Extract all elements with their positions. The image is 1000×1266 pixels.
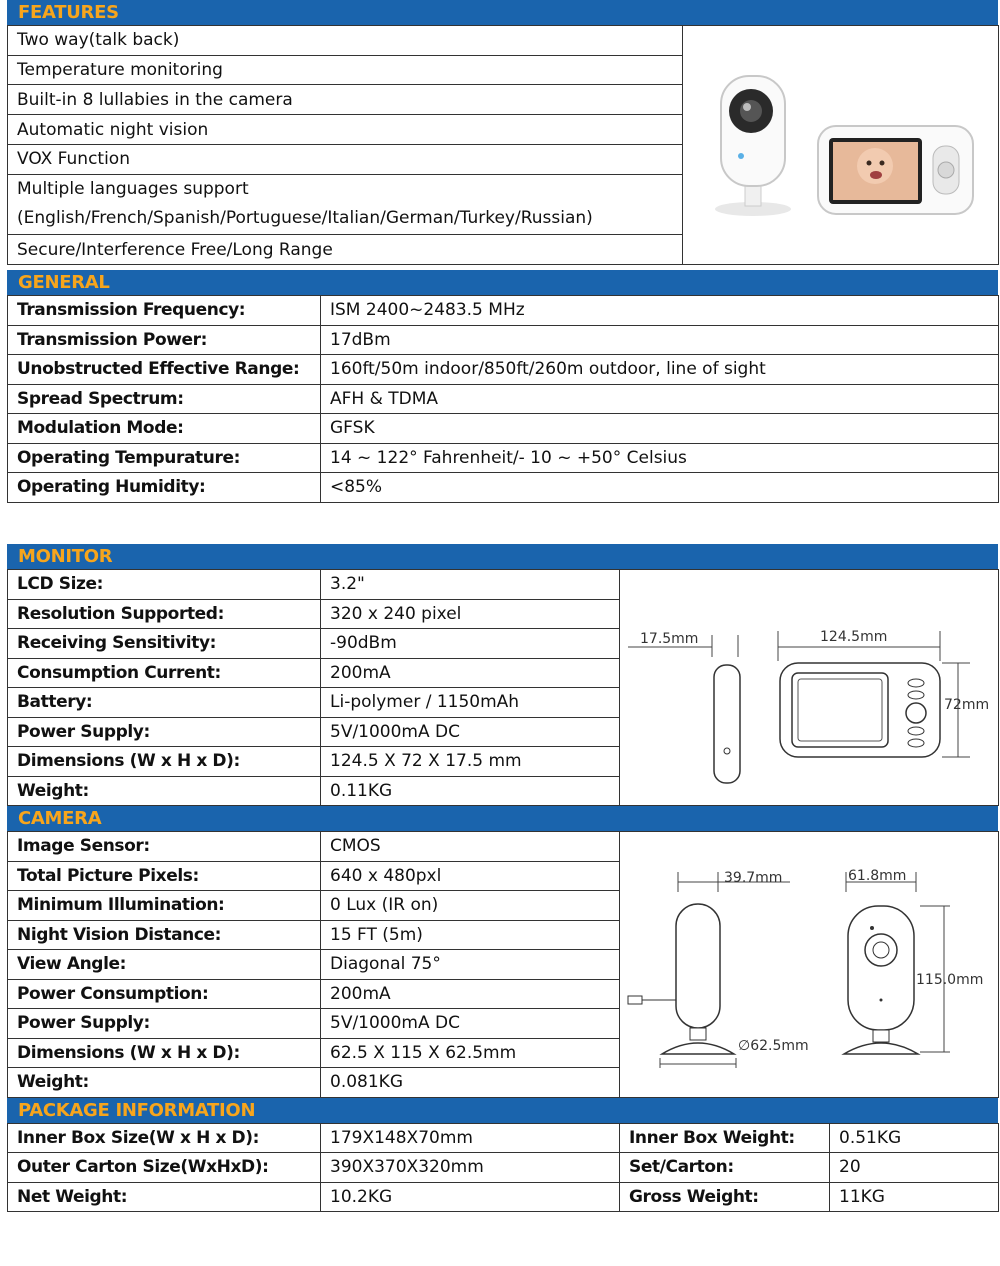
- features-header: FEATURES: [7, 0, 998, 25]
- spec-label: Minimum Illumination:: [8, 891, 321, 921]
- package-value: 0.51KG: [830, 1123, 999, 1153]
- spec-value: <85%: [321, 473, 999, 503]
- feature-item: VOX Function: [8, 144, 683, 174]
- feature-item: Secure/Interference Free/Long Range: [8, 235, 683, 265]
- spec-value: 200mA: [321, 658, 620, 688]
- feature-languages-title: Multiple languages support: [17, 179, 249, 200]
- package-value: 20: [830, 1153, 999, 1183]
- features-section: [7, 0, 998, 265]
- general-header: GENERAL: [7, 270, 998, 295]
- spec-label: Power Consumption:: [8, 979, 321, 1009]
- monitor-table: [7, 569, 999, 806]
- spec-label: Night Vision Distance:: [8, 920, 321, 950]
- spec-label: Consumption Current:: [8, 658, 321, 688]
- package-value: 11KG: [830, 1182, 999, 1212]
- spec-label: Transmission Frequency:: [8, 296, 321, 326]
- baby-monitor-product-icon: [683, 26, 999, 264]
- package-label: Set/Carton:: [620, 1153, 830, 1183]
- spec-value: ISM 2400~2483.5 MHz: [321, 296, 999, 326]
- spec-value: 5V/1000mA DC: [321, 717, 620, 747]
- package-label: Gross Weight:: [620, 1182, 830, 1212]
- spec-label: Modulation Mode:: [8, 414, 321, 444]
- spec-value: Li-polymer / 1150mAh: [321, 688, 620, 718]
- product-photo: [683, 26, 999, 265]
- feature-languages-list: (English/French/Spanish/Portuguese/Italian/German/Turkey/Russian): [17, 208, 593, 229]
- spec-value: Diagonal 75°: [321, 950, 620, 980]
- monitor-depth-label: 17.5mm: [640, 630, 699, 647]
- spec-value: 14 ~ 122° Fahrenheit/- 10 ~ +50° Celsius: [321, 443, 999, 473]
- spec-label: Image Sensor:: [8, 832, 321, 862]
- package-label: Outer Carton Size(WxHxD):: [8, 1153, 321, 1183]
- package-label: Net Weight:: [8, 1182, 321, 1212]
- spec-label: Operating Tempurature:: [8, 443, 321, 473]
- spec-label: Resolution Supported:: [8, 599, 321, 629]
- spec-value: GFSK: [321, 414, 999, 444]
- spec-value: 17dBm: [321, 325, 999, 355]
- camera-table: [7, 831, 999, 1098]
- spec-label: Battery:: [8, 688, 321, 718]
- spec-value: 160ft/50m indoor/850ft/260m outdoor, line of sight: [321, 355, 999, 385]
- spec-label: Weight:: [8, 1068, 321, 1098]
- camera-width-label: 61.8mm: [848, 868, 907, 885]
- spec-label: Power Supply:: [8, 717, 321, 747]
- spec-value: AFH & TDMA: [321, 384, 999, 414]
- spec-value: 62.5 X 115 X 62.5mm: [321, 1038, 620, 1068]
- monitor-dimensions-icon: [620, 571, 998, 805]
- package-label: Inner Box Weight:: [620, 1123, 830, 1153]
- spec-value: 640 x 480pxl: [321, 861, 620, 891]
- spec-label: LCD Size:: [8, 570, 321, 600]
- spec-label: Operating Humidity:: [8, 473, 321, 503]
- spec-value: 320 x 240 pixel: [321, 599, 620, 629]
- spec-value: 5V/1000mA DC: [321, 1009, 620, 1039]
- feature-item: Built-in 8 lullabies in the camera: [8, 85, 683, 115]
- package-header: PACKAGE INFORMATION: [7, 1098, 998, 1123]
- spec-label: Unobstructed Effective Range:: [8, 355, 321, 385]
- package-value: 10.2KG: [321, 1182, 620, 1212]
- spec-value: 3.2": [321, 570, 620, 600]
- spec-value: 0.11KG: [321, 776, 620, 806]
- spec-label: Total Picture Pixels:: [8, 861, 321, 891]
- general-section: [7, 270, 998, 503]
- spec-value: 15 FT (5m): [321, 920, 620, 950]
- camera-dimension-diagram: [620, 832, 999, 1098]
- general-table: [7, 295, 999, 503]
- monitor-height-label: 72mm: [944, 696, 990, 713]
- spec-label: Weight:: [8, 776, 321, 806]
- camera-height-label: 115.0mm: [916, 972, 984, 989]
- camera-header: CAMERA: [7, 806, 998, 831]
- monitor-section: [7, 544, 998, 1212]
- feature-item-languages: [8, 174, 683, 235]
- spec-value: CMOS: [321, 832, 620, 862]
- spec-value: 0.081KG: [321, 1068, 620, 1098]
- spec-value: 0 Lux (IR on): [321, 891, 620, 921]
- package-label: Inner Box Size(W x H x D):: [8, 1123, 321, 1153]
- features-table: [7, 25, 999, 265]
- camera-base-label: ∅62.5mm: [738, 1038, 809, 1055]
- feature-item: Temperature monitoring: [8, 55, 683, 85]
- spec-label: Power Supply:: [8, 1009, 321, 1039]
- monitor-header: MONITOR: [7, 544, 998, 569]
- spec-value: -90dBm: [321, 629, 620, 659]
- spec-label: Spread Spectrum:: [8, 384, 321, 414]
- monitor-dimension-diagram: [620, 570, 999, 806]
- spec-label: Transmission Power:: [8, 325, 321, 355]
- package-value: 390X370X320mm: [321, 1153, 620, 1183]
- spec-label: Dimensions (W x H x D):: [8, 747, 321, 777]
- package-value: 179X148X70mm: [321, 1123, 620, 1153]
- monitor-width-label: 124.5mm: [820, 628, 888, 645]
- feature-item: Two way(talk back): [8, 26, 683, 56]
- camera-dimensions-icon: [620, 832, 998, 1096]
- spec-label: Receiving Sensitivity:: [8, 629, 321, 659]
- spec-value: 124.5 X 72 X 17.5 mm: [321, 747, 620, 777]
- spec-value: 200mA: [321, 979, 620, 1009]
- spec-label: View Angle:: [8, 950, 321, 980]
- camera-depth-label: 39.7mm: [724, 870, 783, 887]
- package-table: [7, 1123, 999, 1213]
- feature-item: Automatic night vision: [8, 115, 683, 145]
- spec-label: Dimensions (W x H x D):: [8, 1038, 321, 1068]
